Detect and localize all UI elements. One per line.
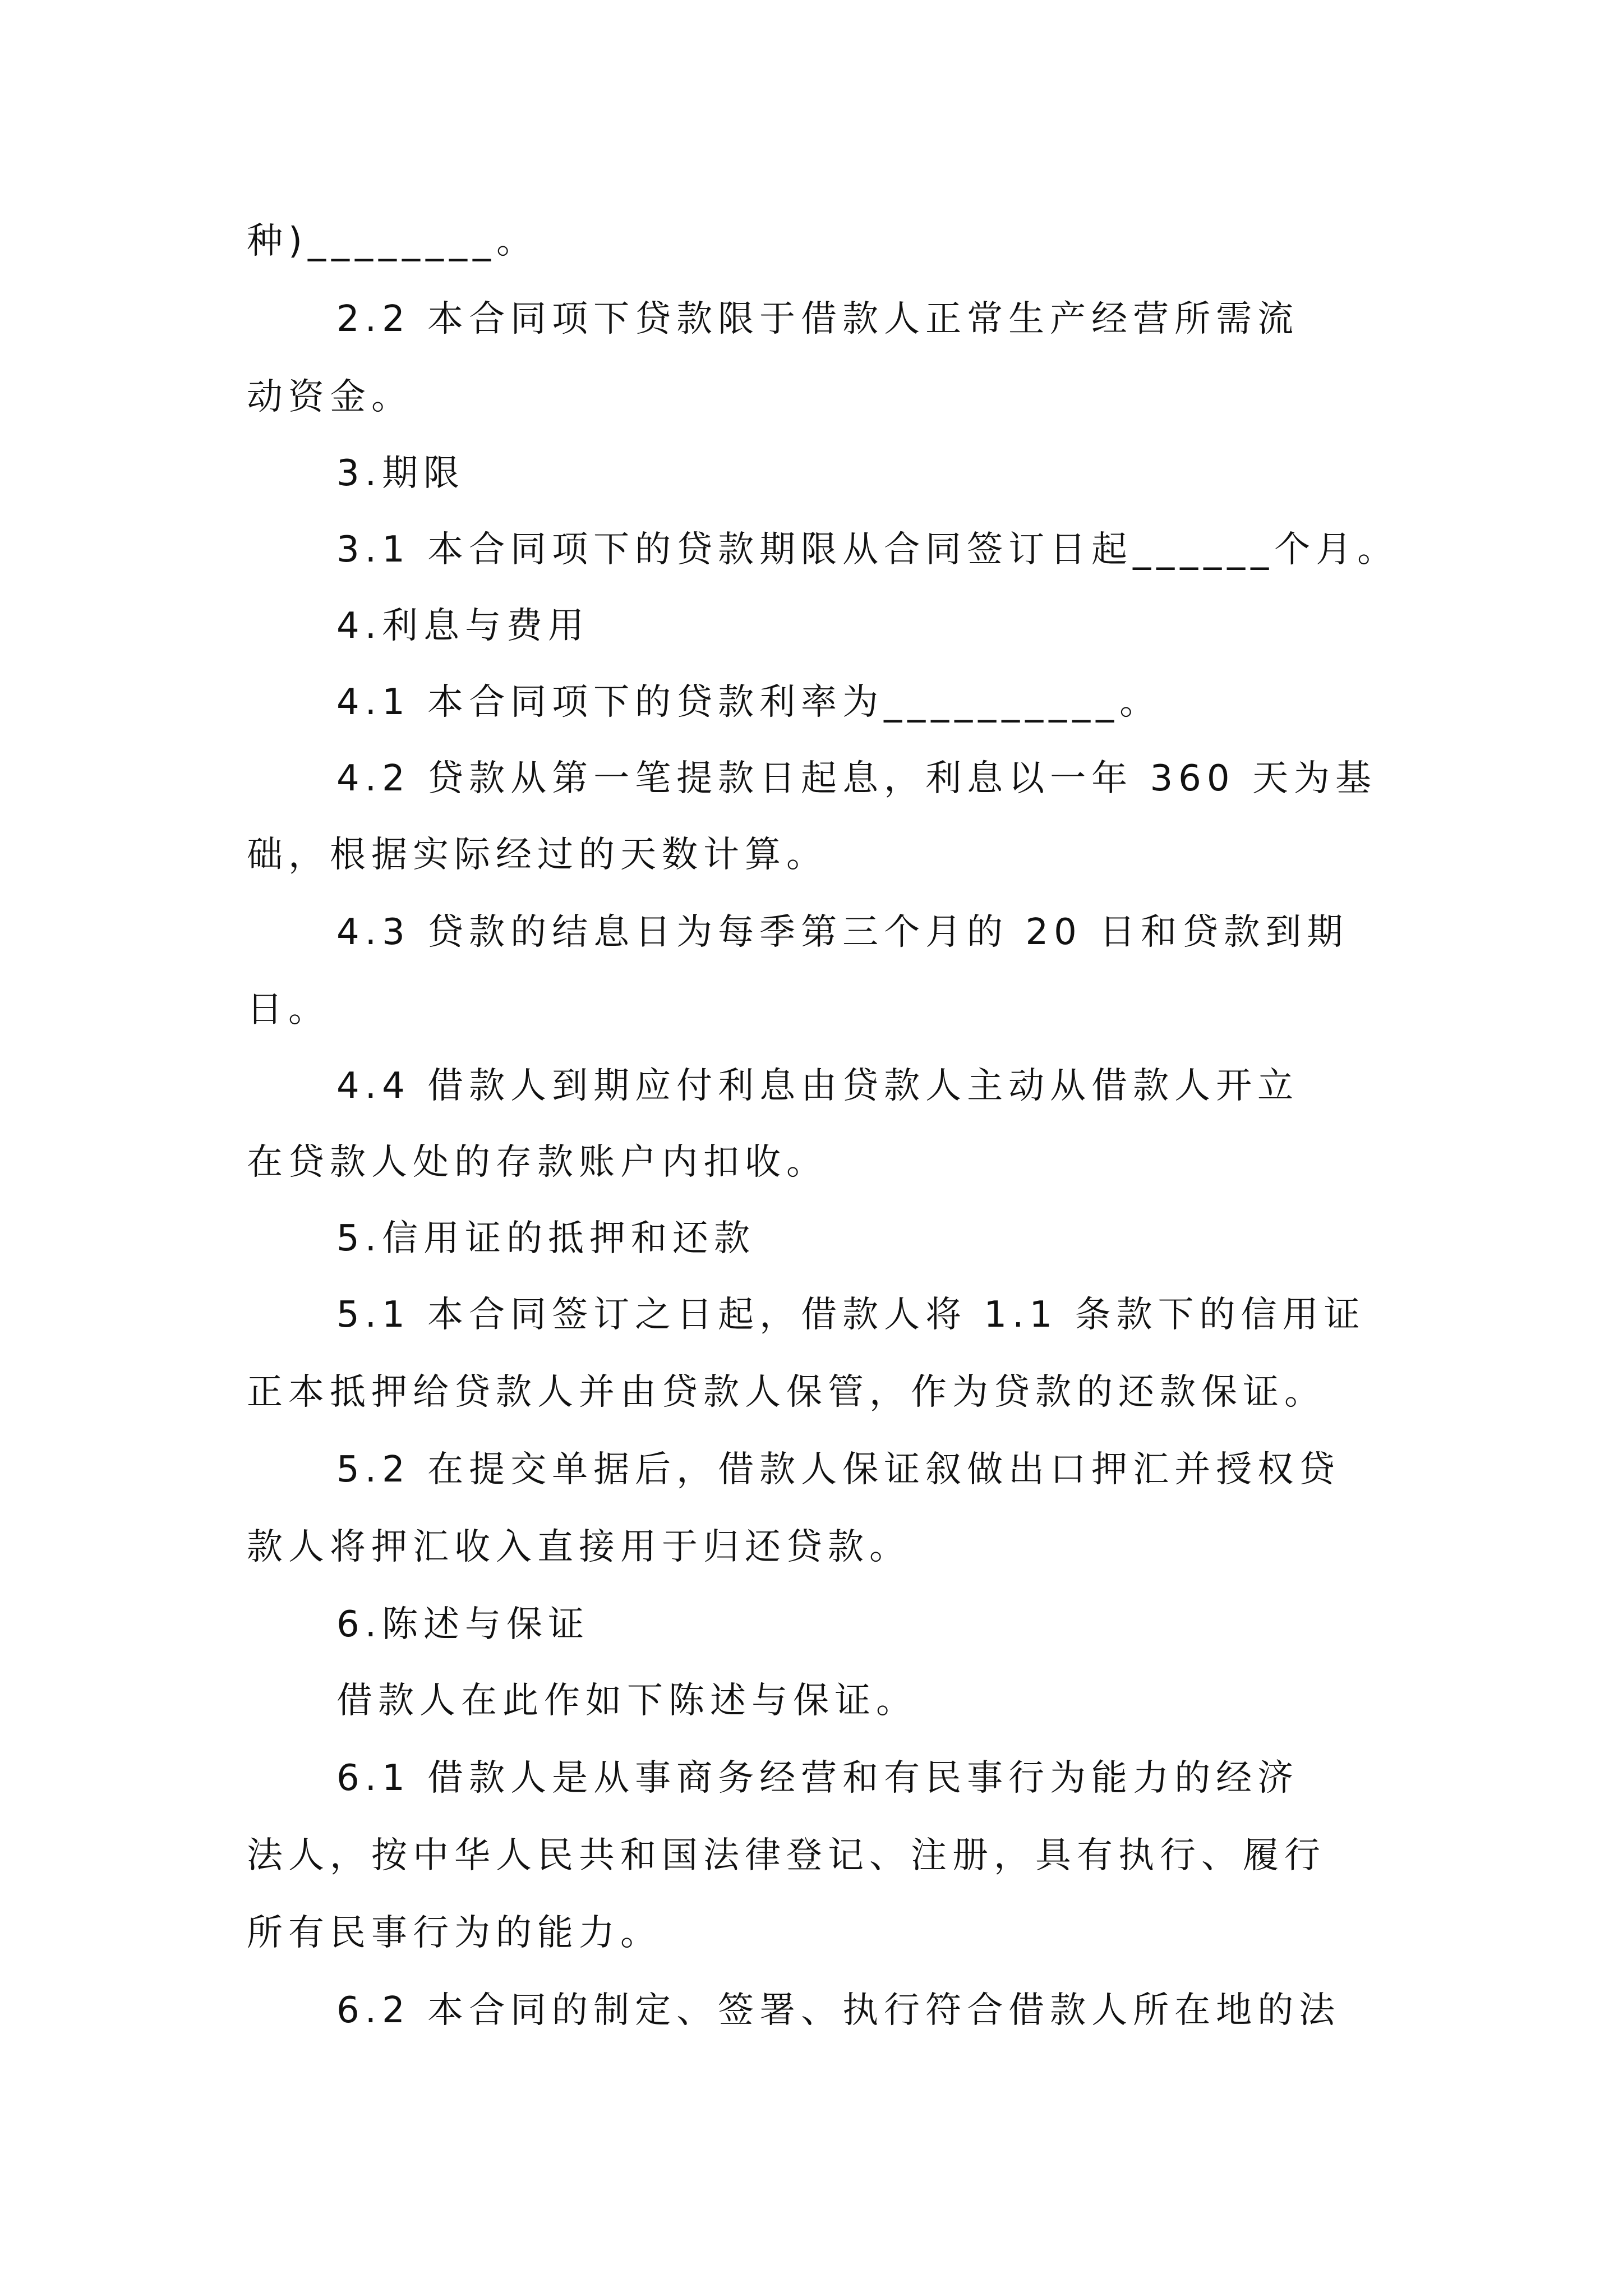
- text-line: 5.2 在提交单据后，借款人保证叙做出口押汇并授权贷: [336, 1449, 1341, 1490]
- text-line: 款人将押汇收入直接用于归还贷款。: [247, 1526, 911, 1568]
- text-line: 6.2 本合同的制定、签署、执行符合借款人所在地的法: [336, 1990, 1341, 2031]
- text-line: 2.2 本合同项下贷款限于借款人正常生产经营所需流: [336, 298, 1299, 340]
- text-line: 4.利息与费用: [336, 605, 590, 647]
- text-line: 日。: [247, 989, 330, 1030]
- text-line: 6.陈述与保证: [336, 1604, 590, 1645]
- text-line: 6.1 借款人是从事商务经营和有民事行为能力的经济: [336, 1757, 1299, 1799]
- text-line: 借款人在此作如下陈述与保证。: [336, 1680, 917, 1722]
- text-line: 5.信用证的抵押和还款: [336, 1218, 756, 1259]
- text-line: 础，根据实际经过的天数计算。: [247, 834, 828, 876]
- text-line: 正本抵押给贷款人并由贷款人保管，作为贷款的还款保证。: [247, 1372, 1326, 1413]
- text-line: 5.1 本合同签订之日起，借款人将 1.1 条款下的信用证: [336, 1294, 1366, 1336]
- text-line: 4.3 贷款的结息日为每季第三个月的 20 日和贷款到期: [336, 912, 1349, 953]
- text-line: 3.1 本合同项下的贷款期限从合同签订日起______个月。: [336, 529, 1399, 570]
- text-line: 4.1 本合同项下的贷款利率为__________。: [336, 682, 1161, 723]
- text-line: 4.2 贷款从第一笔提款日起息，利息以一年 360 天为基: [336, 758, 1377, 799]
- text-line: 法人，按中华人民共和国法律登记、注册，具有执行、履行: [247, 1835, 1326, 1876]
- text-line: 种)________。: [247, 220, 538, 262]
- text-line: 动资金。: [247, 376, 413, 418]
- text-line: 4.4 借款人到期应付利息由贷款人主动从借款人开立: [336, 1065, 1299, 1107]
- text-line: 在贷款人处的存款账户内扣收。: [247, 1142, 828, 1183]
- text-line: 3.期限: [336, 453, 465, 494]
- text-line: 所有民事行为的能力。: [247, 1912, 662, 1954]
